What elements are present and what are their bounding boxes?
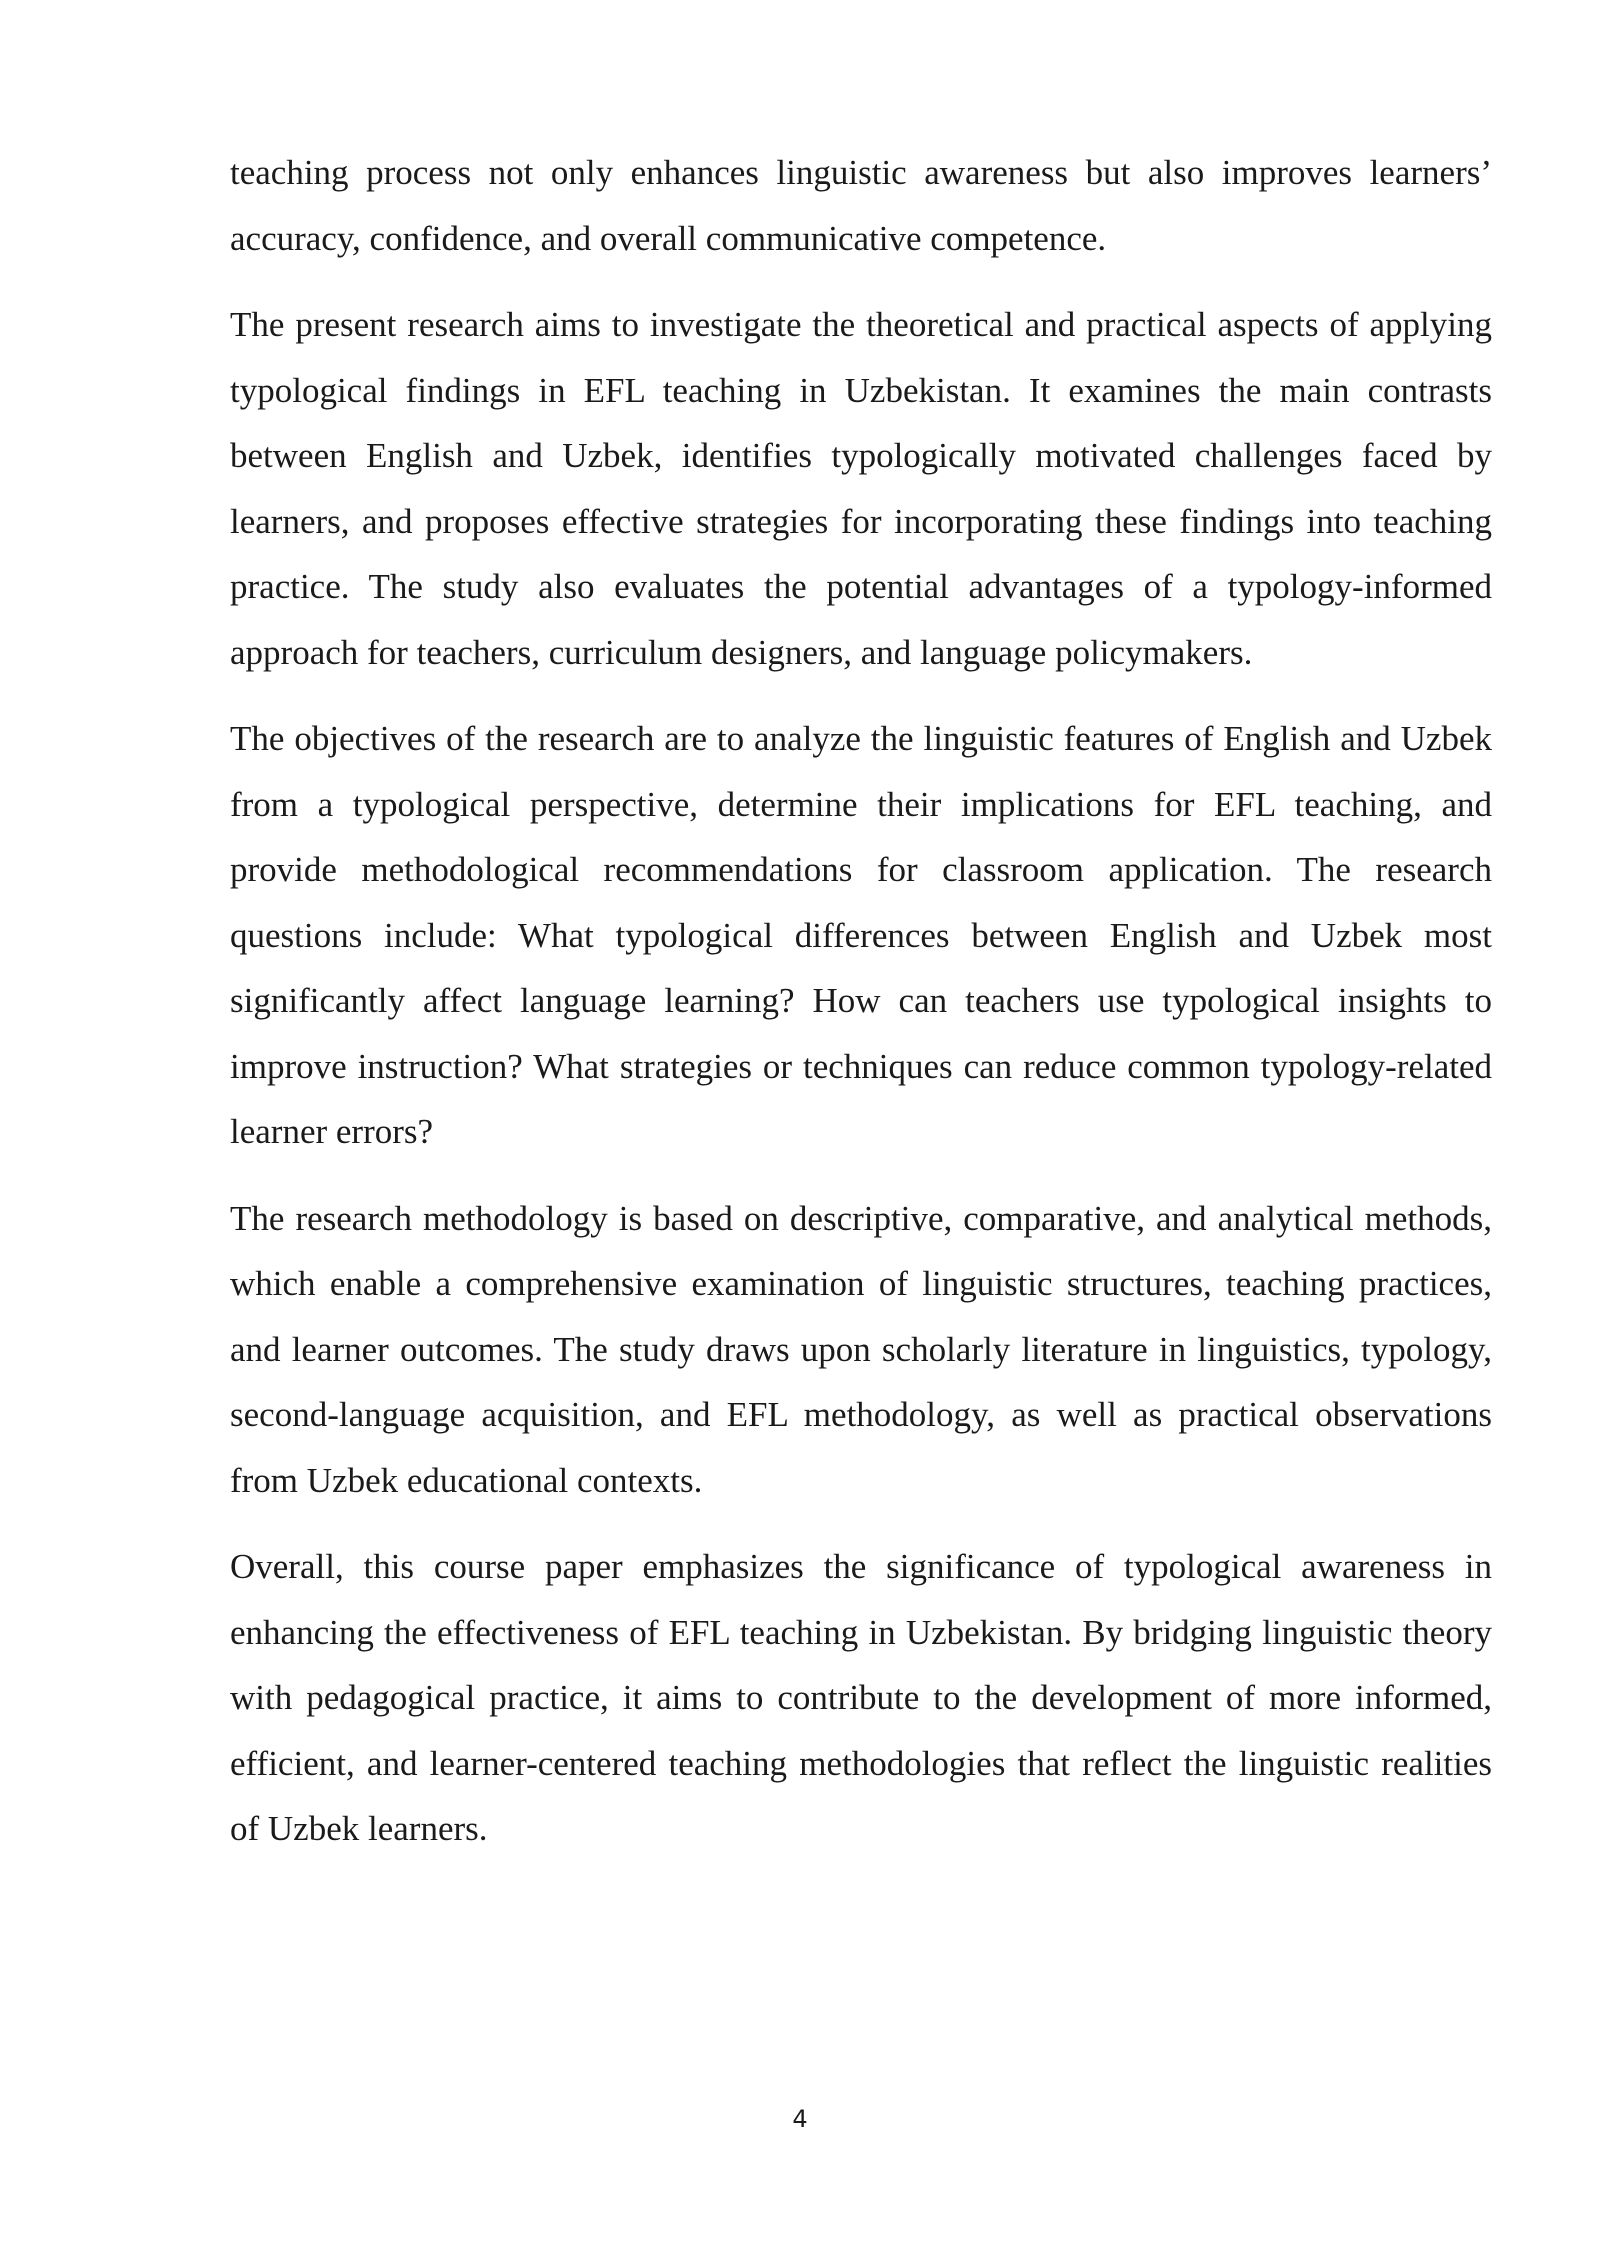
paragraph-5: Overall, this course paper emphasizes the significance of typological awareness in enhancing the effectiveness of EFL teaching in Uzbekistan. By bridging linguistic theory with pedagogical practice, it aims to contribute to the development of more informed, efficient, and learner-centered teaching methodologies that reflect the linguistic realities of Uzbek learners. bbox=[230, 1547, 1492, 1848]
paragraph-4: The research methodology is based on descriptive, comparative, and analytical methods, which enable a comprehensive examination of linguistic structures, teaching practices, and learner outcomes. The study draws upon scholarly literature in linguistics, typology, second-language acquisition, and EFL methodology, as well as practical observations from Uzbek educational contexts. bbox=[230, 1198, 1492, 1500]
paragraph-1: teaching process not only enhances linguistic awareness but also improves learners’ accuracy, confidence, and overall communicative competence. bbox=[230, 153, 1492, 258]
body-text bbox=[230, 140, 1492, 1883]
paragraph-2: The present research aims to investigate the theoretical and practical aspects of applying typological findings in EFL teaching in Uzbekistan. It examines the main contrasts between English and Uzbek, identifies typologically motivated challenges faced by learners, and proposes effective strategies for incorporating these findings into teaching practice. The study also evaluates the potential advantages of a typology-informed approach for teachers, curriculum designers, and language policymakers. bbox=[230, 305, 1492, 672]
page-number: 4 bbox=[792, 2105, 808, 2133]
paragraph-3: The objectives of the research are to analyze the linguistic features of English and Uzbek from a typological perspective, determine their implications for EFL teaching, and provide methodological recommendations for classroom application. The research questions include: What typological differences between English and Uzbek most significantly affect language learning? How can teachers use typological insights to improve instruction? What strategies or techniques can reduce common typology-related learner errors? bbox=[230, 719, 1492, 1151]
